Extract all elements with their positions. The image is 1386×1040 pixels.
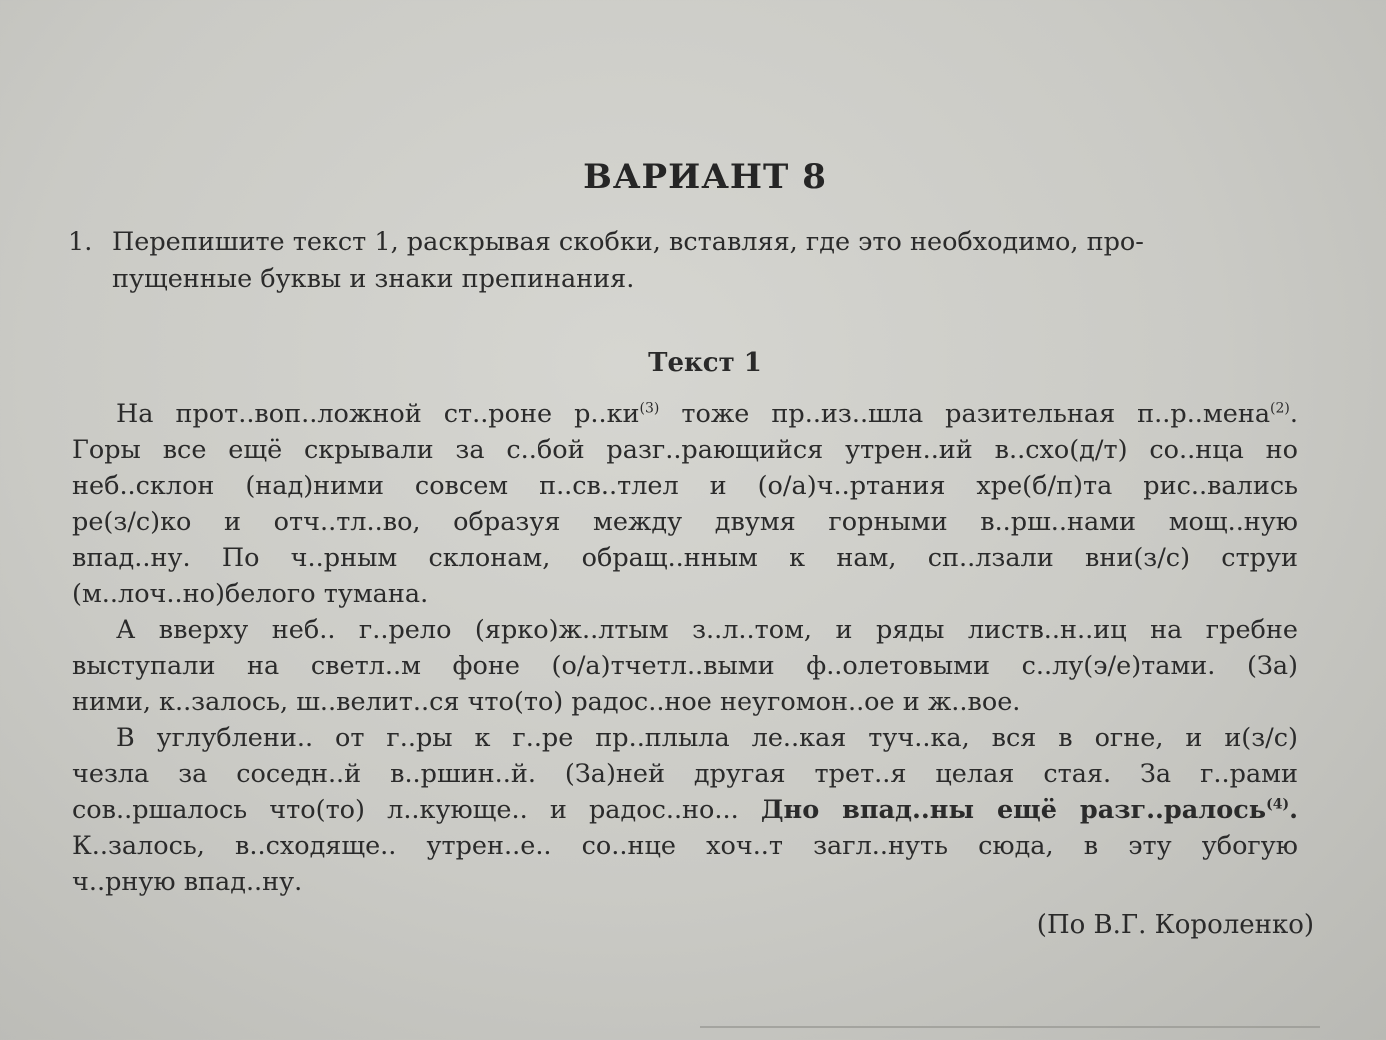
p3-line-1: В углублени.. от г..ры к г..ре пр..плыла ле..кая туч..ка, вся в огне, и и(з/с) <box>116 723 1298 753</box>
task-line-1: Перепишите текст 1, раскрывая скобки, вставляя, где это необходимо, про- <box>112 227 1144 257</box>
p3-line-3-end: . <box>1289 795 1298 825</box>
p3-line-3-bold: Дно впад..ны ещё разг..ралось <box>760 795 1267 825</box>
p1-line-6: (м..лоч..но)белого тумана. <box>72 579 429 609</box>
p1-line-4: ре(з/с)ко и отч..тл..во, образуя между двумя горными в..рш..нами мощ..ную <box>72 507 1298 537</box>
p3-line-3 <box>72 792 1298 828</box>
author-attribution: (По В.Г. Короленко) <box>1036 910 1314 940</box>
footnote-mark-3: (3) <box>639 400 660 417</box>
p1-line-1 <box>72 396 1298 432</box>
task-line-2: пущенные буквы и знаки препинания. <box>112 264 635 294</box>
exercise-text <box>72 396 1298 900</box>
footnote-mark-4: (4) <box>1266 796 1290 813</box>
p1-line-1-part-b: тоже пр..из..шла разительная п..р..мена <box>659 399 1271 429</box>
p3-line-5: ч..рную впад..ну. <box>72 867 303 897</box>
text-heading: Текст 1 <box>648 348 762 378</box>
p3-line-2: чезла за соседн..й в..ршин..й. (За)ней другая трет..я целая стая. За г..рами <box>72 759 1298 789</box>
p2-line-3: ними, к..залось, ш..велит..ся что(то) радос..ное неугомон..ое и ж..вое. <box>72 687 1021 717</box>
task-number: 1. <box>68 227 93 257</box>
p1-line-5: впад..ну. По ч..рным склонам, обращ..нным к нам, сп..лзали вни(з/с) струи <box>72 543 1298 573</box>
variant-title: ВАРИАНТ 8 <box>583 157 827 197</box>
p1-line-1-part-c: . <box>1289 399 1298 429</box>
p3-line-3-part-a: сов..ршалось что(то) л..кующе.. и радос..но... <box>72 795 761 825</box>
p3-line-4: К..залось, в..сходяще.. утрен..е.. со..нце хоч..т загл..нуть сюда, в эту убогую <box>72 831 1298 861</box>
footnote-mark-2: (2) <box>1270 400 1290 417</box>
p1-line-2: Горы все ещё скрывали за с..бой разг..рающийся утрен..ий в..схо(д/т) со..нца но <box>72 435 1298 465</box>
p2-line-2: выступали на светл..м фоне (о/а)тчетл..выми ф..олетовыми с..лу(э/е)тами. (За) <box>72 651 1298 681</box>
p1-line-3: неб..склон (над)ними совсем п..св..тлел и (о/а)ч..ртания хре(б/п)та рис..вались <box>72 471 1298 501</box>
task-instruction <box>68 224 1308 298</box>
p2-line-1: А вверху неб.. г..рело (ярко)ж..лтым з..л..том, и ряды листв..н..иц на гребне <box>116 615 1298 645</box>
bottom-divider <box>700 1026 1320 1028</box>
p1-line-1-part-a: На прот..воп..ложной ст..роне р..ки <box>116 399 640 429</box>
